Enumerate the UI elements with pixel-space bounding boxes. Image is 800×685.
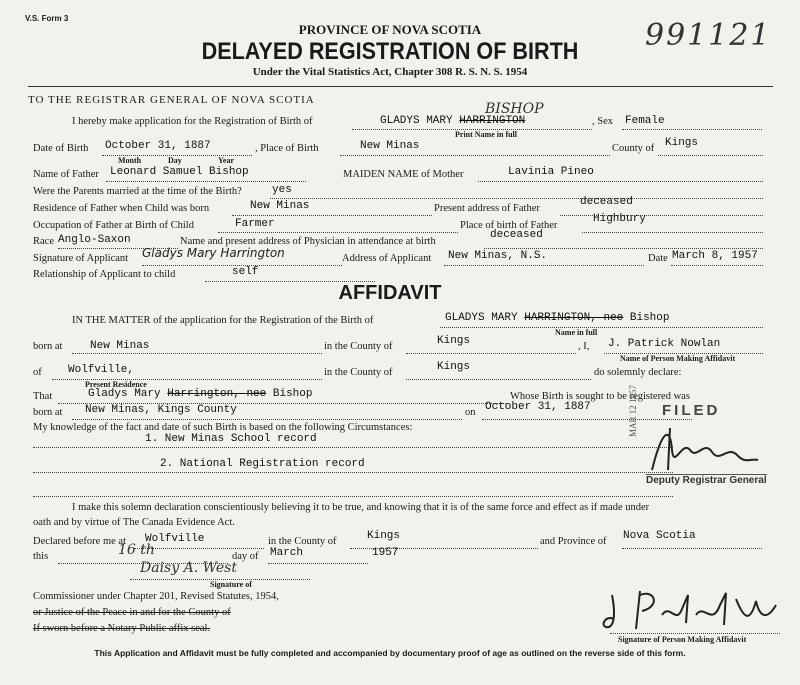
sought-label: Whose Birth is sought to be registered was — [510, 391, 690, 402]
born-at-value: New Minas — [90, 340, 150, 352]
print-name-caption: Print Name in full — [455, 130, 517, 139]
deponent-sig-caption: Signature of Person Making Affidavit — [618, 635, 747, 644]
registration-number: 991121 — [645, 18, 772, 53]
date-label: Date — [648, 253, 668, 264]
this-label: this — [33, 551, 49, 562]
circumstance-1: 1. New Minas School record — [145, 433, 317, 445]
month-value: March — [270, 547, 304, 559]
declare-label: do solemnly declare: — [594, 367, 682, 378]
present-address-label: Present address of Father — [434, 203, 540, 214]
year-caption: Year — [218, 156, 234, 165]
footer-note: This Application and Affidavit must be fully completed and accompanied by documentary proof of age as outlined on the reverse side of this form. — [94, 648, 686, 658]
sex-label: , Sex — [592, 116, 613, 127]
born-county-value: Kings — [437, 335, 471, 347]
born-at-label: born at — [33, 341, 63, 352]
signature-of-caption: Signature of — [210, 580, 252, 589]
relationship-value: self — [232, 266, 259, 278]
filed-stamp-role: Deputy Registrar General — [646, 475, 767, 486]
deponent-name: J. Patrick Nowlan — [608, 338, 721, 350]
declaration-text: I make this solemn declaration conscientiously believing it to be true, and knowing that it is of the same force and effect as if made under — [72, 502, 650, 513]
of-county-value: Kings — [437, 361, 471, 373]
that-name: Gladys Mary Harrington, nee Bishop — [88, 388, 313, 400]
married-value: yes — [272, 184, 292, 196]
day-value: 16 th — [118, 542, 155, 558]
declared-label: Declared before me at — [33, 536, 126, 547]
date-value: March 8, 1957 — [672, 250, 758, 262]
physician-label: Name and present address of Physician in attendance at birth — [180, 236, 436, 247]
county-value: Kings — [665, 137, 699, 149]
of-label: of — [33, 367, 42, 378]
of-county-label: in the County of — [324, 367, 393, 378]
i-label: , I, — [578, 341, 590, 352]
mother-label: MAIDEN NAME of Mother — [343, 169, 464, 180]
filed-stamp-date: MAR 12 1957 — [628, 384, 638, 437]
dob-value: October 31, 1887 — [105, 140, 211, 152]
pob-label: , Place of Birth — [255, 143, 319, 154]
circumstance-2: 2. National Registration record — [160, 458, 365, 470]
addressee: TO THE REGISTRAR GENERAL OF NOVA SCOTIA — [28, 94, 315, 106]
race-label: Race — [33, 236, 54, 247]
father-value: Leonard Samuel Bishop — [110, 166, 249, 178]
month-caption: Month — [118, 156, 142, 165]
deputy-signature-scribble — [642, 420, 762, 475]
matter-name: GLADYS MARY HARRINGTON, nee Bishop — [445, 312, 670, 324]
name-full-caption: Name in full — [555, 328, 598, 337]
declared-at-value: Wolfville — [145, 533, 205, 545]
dob-label: Date of Birth — [33, 143, 89, 154]
commissioner-line: Commissioner under Chapter 201, Revised Statutes, 1954, — [33, 591, 279, 602]
filed-stamp-title: FILED — [662, 402, 721, 419]
residence-label: Residence of Father when Child was born — [33, 203, 210, 214]
child-name-handwritten: BISHOP — [485, 101, 544, 117]
occupation-label: Occupation of Father at Birth of Child — [33, 220, 194, 231]
on-label: on — [465, 407, 476, 418]
occupation-value: Farmer — [235, 218, 275, 230]
father-birthplace-value: Highbury — [593, 213, 646, 225]
present-address-value: deceased — [580, 196, 633, 208]
residence-caption: Present Residence — [85, 380, 147, 389]
on-date-value: October 31, 1887 — [485, 401, 591, 413]
matter-label: IN THE MATTER of the application for the Registration of the Birth of — [72, 315, 374, 326]
form-title: DELAYED REGISTRATION OF BIRTH — [201, 38, 579, 65]
deponent-signature-scribble — [600, 585, 790, 635]
father-label: Name of Father — [33, 169, 99, 180]
father-birthplace-label: Place of birth of Father — [460, 220, 558, 231]
race-value: Anglo-Saxon — [58, 234, 131, 246]
physician-value: deceased — [490, 229, 543, 241]
day-caption: Day — [168, 156, 182, 165]
year-value: 1957 — [372, 547, 399, 559]
commissioner-signature: Daisy A. West — [140, 560, 237, 576]
county-label: County of — [612, 143, 655, 154]
born-county-label: in the County of — [324, 341, 393, 352]
form-id: V.S. Form 3 — [25, 14, 69, 23]
filed-stamp — [620, 384, 780, 492]
affidavit-heading: AFFIDAVIT — [338, 282, 442, 304]
dayof-label: day of — [232, 551, 259, 562]
knowledge-label: My knowledge of the fact and date of such Birth is based on the following Circumstances: — [33, 422, 413, 433]
of-place-value: Wolfville, — [68, 364, 135, 376]
that-label: That — [33, 391, 53, 402]
married-label: Were the Parents married at the time of the Birth? — [33, 186, 242, 197]
rule-top — [28, 86, 773, 87]
relationship-label: Relationship of Applicant to child — [33, 269, 176, 280]
mother-value: Lavinia Pineo — [508, 166, 594, 178]
form-subtitle: Under the Vital Statistics Act, Chapter 308 R. S. N. S. 1954 — [252, 66, 528, 78]
declaration-text-cont: oath and by virtue of The Canada Evidence Act. — [33, 517, 235, 528]
applicant-address-label: Address of Applicant — [342, 253, 432, 264]
deponent-caption: Name of Person Making Affidavit — [620, 354, 736, 363]
sex-value: Female — [625, 115, 665, 127]
child-name: GLADYS MARY HARRINGTON — [380, 115, 526, 127]
justice-line: or Justice of the Peace in and for the County of — [33, 607, 231, 618]
applicant-signature: Gladys Mary Harrington — [142, 246, 285, 260]
province-label: and Province of — [540, 536, 607, 547]
signature-label: Signature of Applicant — [33, 253, 129, 264]
pob-value: New Minas — [360, 140, 420, 152]
residence-value: New Minas — [250, 200, 310, 212]
deponent-signature — [630, 608, 637, 609]
declared-county-label: in the County of — [268, 536, 337, 547]
intro-label: I hereby make application for the Registration of Birth of — [72, 116, 313, 127]
province-value: Nova Scotia — [623, 530, 696, 542]
declared-county-value: Kings — [367, 530, 401, 542]
applicant-address-value: New Minas, N.S. — [448, 250, 548, 262]
notary-line: If sworn before a Notary Public affix seal. — [33, 623, 211, 634]
born-at2-label: born at — [33, 407, 63, 418]
province-heading: PROVINCE OF NOVA SCOTIA — [298, 22, 482, 37]
born-at2-value: New Minas, Kings County — [85, 404, 237, 416]
